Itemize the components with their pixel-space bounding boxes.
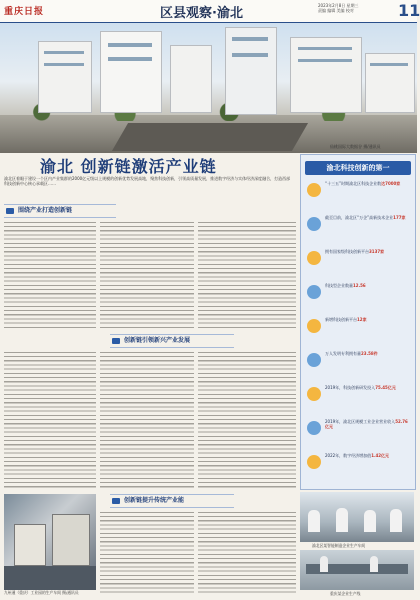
subhead-2: 创新链引领新兴产业发展 (110, 334, 234, 348)
text-column (100, 350, 194, 490)
sidebar-title: 渝北科技创新的第一 (305, 161, 411, 175)
lead-paragraph: 渝北区着眼于建设一个区内产业集群的2000亿元级以上规模的创新优势发展高地，聚焦科技创新，引领高质量发展，推进数字经济与实体经济深度融合，打造西部科技创新中心核心承载区…… (4, 176, 291, 187)
text-column (100, 510, 194, 596)
patent-icon (307, 353, 321, 367)
factory-icon (307, 251, 321, 265)
text-column (198, 350, 296, 490)
platform-icon (307, 319, 321, 333)
text-column (198, 510, 296, 596)
subhead-3: 创新链提升传统产业能 (110, 494, 234, 508)
stat-item: 拥有国家级科技创新平台3137家 (307, 249, 411, 279)
subhead-1: 围绕产业打造创新链 (4, 204, 116, 218)
stat-item: 2019年，科技创新研发投入75.45亿元 (307, 385, 411, 415)
right-photo-caption-1: 渝北区某智能制造企业生产车间 (312, 543, 366, 548)
newspaper-logo: 重庆日报 (4, 7, 45, 17)
factory-photo-right-2 (300, 550, 414, 590)
sidebar-stats (300, 154, 416, 490)
stat-item: “十三五”时期渝北区科技企业数达7000家 (307, 181, 411, 211)
hero-photo (0, 23, 417, 153)
stat-item: 新增科技创新平台12家 (307, 317, 411, 347)
date-line: 2023年2月8日 星期三 (318, 3, 359, 8)
road (112, 123, 308, 151)
money-icon (307, 387, 321, 401)
text-column (100, 220, 194, 328)
page-number: 11 (398, 1, 420, 20)
factory-photo-right-1 (300, 492, 414, 542)
text-column (198, 220, 296, 328)
headline: 渝北 创新链激活产业链 (40, 157, 217, 176)
issue-meta (318, 3, 359, 13)
chart-icon (307, 285, 321, 299)
stat-item: 截至目前，渝北区“万企”高新技术企业177家 (307, 215, 411, 245)
building-icon (307, 217, 321, 231)
digital-icon (307, 455, 321, 469)
hero-caption: 仙桃国际大数据谷 摄/通讯员 (330, 144, 381, 149)
lightbulb-icon (307, 183, 321, 197)
right-photo-caption-2: 重庆某企业生产线 (330, 591, 361, 596)
text-column (4, 350, 96, 490)
editor-line: 责编 编辑 美编 校对 (318, 8, 354, 13)
page-header (0, 0, 420, 24)
stat-item: 2022年，数字经济增加值1.42亿元 (307, 453, 411, 483)
left-photo-caption: 九州通（重庆）工业园的生产车间 摄/通讯员 (4, 590, 79, 595)
section-title: 区县观察·渝北 (160, 6, 243, 21)
text-column (4, 220, 96, 328)
stat-item: 科技型企业数量12.56 (307, 283, 411, 313)
stat-item: 万人发明专利拥有量23.58件 (307, 351, 411, 381)
factory-photo-left (4, 494, 96, 590)
stat-item: 2019年，渝北区规模工业企业营业收入52.76亿元 (307, 419, 411, 449)
building (170, 45, 212, 113)
industry-icon (307, 421, 321, 435)
building (365, 53, 415, 113)
